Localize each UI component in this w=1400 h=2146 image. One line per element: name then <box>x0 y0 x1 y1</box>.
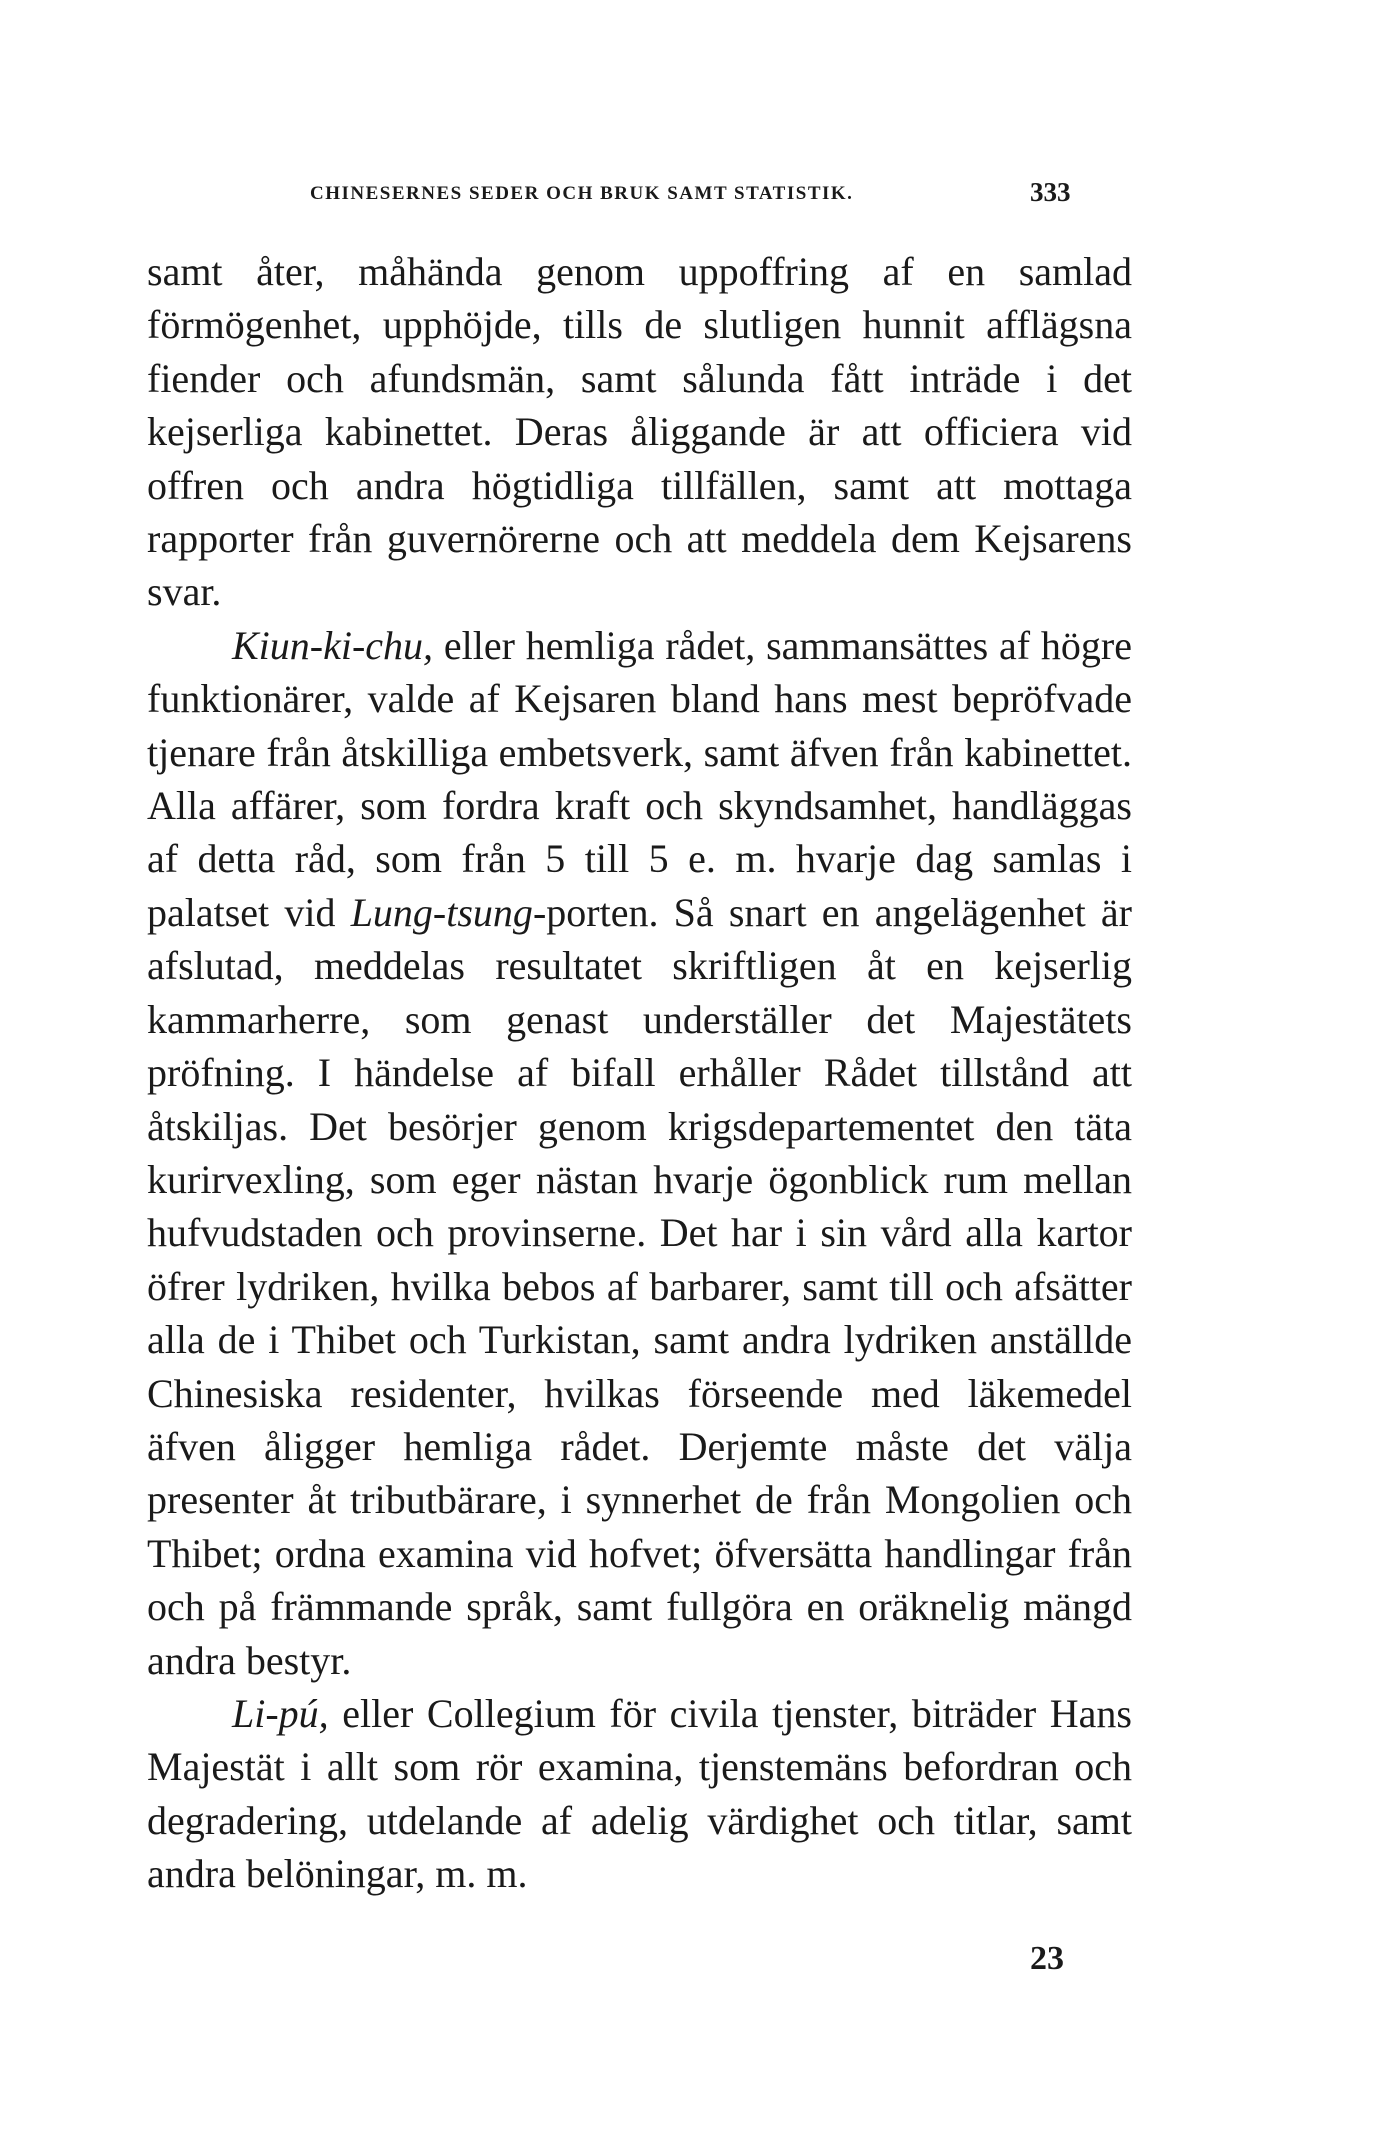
paragraph-2 <box>147 619 1132 1687</box>
paragraph-3-text: eller Collegium för civila tjenster, biträder Hans Majestät i allt som rör examina, tjenstemäns befordran och degradering, utdelande af adelig värdighet och titlar, samt andra belöningar, m. m. <box>147 1690 1132 1897</box>
paragraph-2-lead-term: Kiun-ki-chu, <box>232 622 434 668</box>
paragraph-2-text-after: -porten. Så snart en angelägenhet är afslutad, meddelas resultatet skriftligen åt en kejserlig kammarherre, som genast underställer det Majestätets pröfning. I händelse af bifall erhåller Rådet tillstånd att åtskiljas. Det besörjer genom krigsdepartementet den täta kurirvexling, som eger nästan hvarje ögonblick rum mellan hufvudstaden och provinserne. Det har i sin vård alla kartor öfrer lydriken, hvilka bebos af barbarer, samt till och afsätter alla de i Thibet och Turkistan, samt andra lydriken anställde Chinesiska residenter, hvilkas förseende med läkemedel äfven åligger hemliga rådet. Derjemte måste det välja presenter åt tributbärare, i synnerhet de från Mongolien och Thibet; ordna examina vid hofvet; öfversätta handlingar från och på främmande språk, samt fullgöra en oräknelig mängd andra bestyr. <box>147 889 1133 1683</box>
body-text <box>147 245 1132 1901</box>
paragraph-1 <box>147 245 1132 619</box>
paragraph-3-lead-term: Li-pú, <box>232 1690 329 1736</box>
paragraph-3 <box>147 1687 1132 1901</box>
running-head: CHINESERNES SEDER OCH BRUK SAMT STATISTIK. <box>310 183 854 204</box>
paragraph-2-text: eller hemliga rådet, sammansättes af högre funktionärer, valde af Kejsaren bland hans mest bepröfvade tjenare från åtskilliga embetsverk, samt äfven från kabinettet. Alla affärer, som fordra kraft och skyndsamhet, handläggas af detta råd, som från 5 till 5 e. m. hvarje dag samlas i palatset vid <box>147 622 1132 935</box>
page-number: 333 <box>1030 177 1071 207</box>
paragraph-1-text: samt åter, måhända genom uppoffring af en samlad förmögenhet, upphöjde, tills de slutligen hunnit afflägsna fiender och afundsmän, samt sålunda fått inträde i det kejserliga kabinettet. Deras åliggande är att officiera vid offren och andra högtidliga tillfällen, samt att mottaga rapporter från guvernörerne och att meddela dem Kejsarens svar. <box>147 249 1132 615</box>
signature-mark: 23 <box>1030 1940 1064 1977</box>
paragraph-2-inline-term: Lung-tsung <box>350 889 533 935</box>
